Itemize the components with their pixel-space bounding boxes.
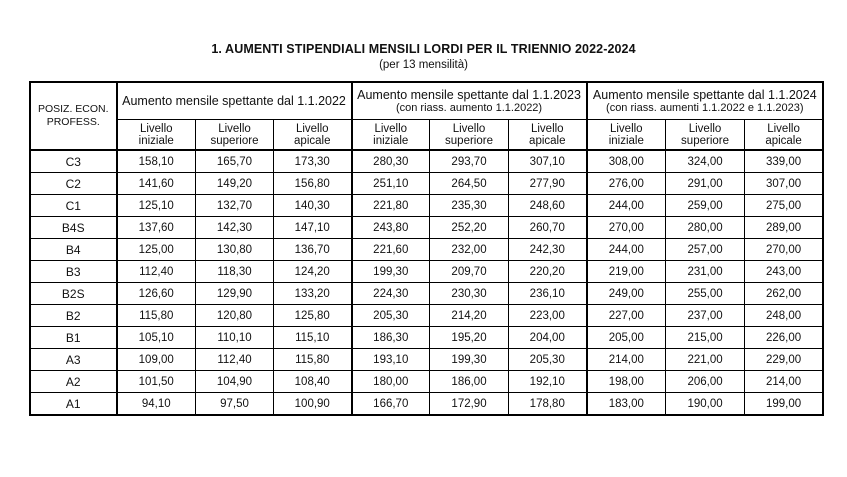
value-cell: 257,00 xyxy=(666,239,745,261)
position-header-line-1: POSIZ. ECON. xyxy=(37,103,109,115)
value-cell: 259,00 xyxy=(666,195,745,217)
value-cell: 227,00 xyxy=(587,305,666,327)
value-cell: 105,10 xyxy=(117,327,196,349)
value-cell: 221,80 xyxy=(352,195,430,217)
value-cell: 142,30 xyxy=(196,217,274,239)
level-sub: superiore xyxy=(210,134,259,147)
value-cell: 324,00 xyxy=(666,150,745,173)
level-sub: apicale xyxy=(765,134,802,147)
group-note: (con riass. aumenti 1.1.2022 e 1.1.2023) xyxy=(606,102,804,114)
value-cell: 178,80 xyxy=(509,393,587,415)
value-cell: 226,00 xyxy=(745,327,823,349)
level-label: Livello xyxy=(218,122,251,135)
position-code-cell: B3 xyxy=(31,261,117,283)
value-cell: 209,70 xyxy=(430,261,509,283)
value-cell: 130,80 xyxy=(196,239,274,261)
position-code-cell: C3 xyxy=(31,150,117,173)
value-cell: 190,00 xyxy=(666,393,745,415)
value-cell: 214,20 xyxy=(430,305,509,327)
value-cell: 112,40 xyxy=(117,261,196,283)
value-cell: 204,00 xyxy=(509,327,587,349)
level-header xyxy=(352,120,430,151)
value-cell: 270,00 xyxy=(587,217,666,239)
table-row xyxy=(31,239,823,261)
value-cell: 109,00 xyxy=(117,349,196,371)
value-cell: 129,90 xyxy=(196,283,274,305)
position-code-cell: B2 xyxy=(31,305,117,327)
group-title: Aumento mensile spettante dal 1.1.2024 xyxy=(592,88,817,102)
salary-increase-table xyxy=(30,82,823,415)
value-cell: 255,00 xyxy=(666,283,745,305)
value-cell: 219,00 xyxy=(587,261,666,283)
value-cell: 270,00 xyxy=(745,239,823,261)
value-cell: 214,00 xyxy=(745,371,823,393)
value-cell: 199,30 xyxy=(430,349,509,371)
table-row xyxy=(31,393,823,415)
value-cell: 147,10 xyxy=(274,217,352,239)
position-code-cell: B4S xyxy=(31,217,117,239)
value-cell: 156,80 xyxy=(274,173,352,195)
value-cell: 249,00 xyxy=(587,283,666,305)
value-cell: 192,10 xyxy=(509,371,587,393)
value-cell: 141,60 xyxy=(117,173,196,195)
value-cell: 339,00 xyxy=(745,150,823,173)
value-cell: 205,30 xyxy=(509,349,587,371)
value-cell: 252,20 xyxy=(430,217,509,239)
value-cell: 158,10 xyxy=(117,150,196,173)
table-row xyxy=(31,371,823,393)
value-cell: 242,30 xyxy=(509,239,587,261)
value-cell: 133,20 xyxy=(274,283,352,305)
value-cell: 112,40 xyxy=(196,349,274,371)
level-sub: apicale xyxy=(294,134,331,147)
value-cell: 115,80 xyxy=(117,305,196,327)
value-cell: 206,00 xyxy=(666,371,745,393)
value-cell: 198,00 xyxy=(587,371,666,393)
value-cell: 307,00 xyxy=(745,173,823,195)
table-row xyxy=(31,173,823,195)
level-label: Livello xyxy=(530,122,564,135)
document-subtitle: (per 13 mensilità) xyxy=(379,59,468,71)
value-cell: 110,10 xyxy=(196,327,274,349)
value-cell: 193,10 xyxy=(352,349,430,371)
position-header xyxy=(31,83,117,151)
value-cell: 125,10 xyxy=(117,195,196,217)
value-cell: 220,20 xyxy=(509,261,587,283)
level-label: Livello xyxy=(688,122,722,135)
value-cell: 205,30 xyxy=(352,305,430,327)
value-cell: 120,80 xyxy=(196,305,274,327)
value-cell: 205,00 xyxy=(587,327,666,349)
value-cell: 275,00 xyxy=(745,195,823,217)
table-row xyxy=(31,217,823,239)
table-row xyxy=(31,150,823,173)
level-header xyxy=(509,120,587,151)
level-sub: superiore xyxy=(681,134,729,147)
group-header-row xyxy=(31,83,823,120)
level-header xyxy=(666,120,745,151)
value-cell: 136,70 xyxy=(274,239,352,261)
value-cell: 236,10 xyxy=(509,283,587,305)
level-label: Livello xyxy=(374,122,408,135)
value-cell: 94,10 xyxy=(117,393,196,415)
level-sub: iniziale xyxy=(373,134,409,147)
value-cell: 248,60 xyxy=(509,195,587,217)
value-cell: 199,30 xyxy=(352,261,430,283)
value-cell: 195,20 xyxy=(430,327,509,349)
value-cell: 108,40 xyxy=(274,371,352,393)
table-row xyxy=(31,327,823,349)
value-cell: 125,00 xyxy=(117,239,196,261)
position-code-cell: B4 xyxy=(31,239,117,261)
value-cell: 235,30 xyxy=(430,195,509,217)
value-cell: 244,00 xyxy=(587,239,666,261)
value-cell: 214,00 xyxy=(587,349,666,371)
value-cell: 97,50 xyxy=(196,393,274,415)
group-note: (con riass. aumento 1.1.2022) xyxy=(395,102,543,114)
level-header xyxy=(587,120,666,151)
position-code-cell: A1 xyxy=(31,393,117,415)
level-label: Livello xyxy=(452,122,486,135)
value-cell: 231,00 xyxy=(666,261,745,283)
level-header xyxy=(745,120,823,151)
group-title: Aumento mensile spettante dal 1.1.2023 xyxy=(357,88,581,102)
value-cell: 260,70 xyxy=(509,217,587,239)
value-cell: 115,10 xyxy=(274,327,352,349)
level-label: Livello xyxy=(609,122,643,135)
group-title: Aumento mensile spettante dal 1.1.2022 xyxy=(122,94,346,108)
position-code-cell: C2 xyxy=(31,173,117,195)
level-header xyxy=(430,120,509,151)
group-header-2024 xyxy=(587,83,823,120)
table-body xyxy=(31,150,823,415)
level-header xyxy=(117,120,196,151)
value-cell: 307,10 xyxy=(509,150,587,173)
value-cell: 104,90 xyxy=(196,371,274,393)
value-cell: 115,80 xyxy=(274,349,352,371)
position-header-line-2: PROFESS. xyxy=(46,116,100,128)
value-cell: 291,00 xyxy=(666,173,745,195)
value-cell: 280,00 xyxy=(666,217,745,239)
value-cell: 118,30 xyxy=(196,261,274,283)
value-cell: 215,00 xyxy=(666,327,745,349)
level-sub: superiore xyxy=(445,134,493,147)
table-row xyxy=(31,261,823,283)
level-header xyxy=(196,120,274,151)
level-sub: iniziale xyxy=(138,134,174,147)
table-row xyxy=(31,305,823,327)
value-cell: 199,00 xyxy=(745,393,823,415)
value-cell: 186,30 xyxy=(352,327,430,349)
level-header xyxy=(274,120,352,151)
value-cell: 243,80 xyxy=(352,217,430,239)
position-code-cell: B1 xyxy=(31,327,117,349)
value-cell: 132,70 xyxy=(196,195,274,217)
group-header-2023 xyxy=(352,83,587,120)
value-cell: 223,00 xyxy=(509,305,587,327)
table-row xyxy=(31,349,823,371)
value-cell: 140,30 xyxy=(274,195,352,217)
value-cell: 262,00 xyxy=(745,283,823,305)
value-cell: 149,20 xyxy=(196,173,274,195)
level-label: Livello xyxy=(139,122,173,135)
value-cell: 244,00 xyxy=(587,195,666,217)
level-label: Livello xyxy=(767,122,800,135)
level-sub: iniziale xyxy=(608,134,644,147)
value-cell: 308,00 xyxy=(587,150,666,173)
position-code-cell: A2 xyxy=(31,371,117,393)
level-label: Livello xyxy=(295,122,329,135)
value-cell: 183,00 xyxy=(587,393,666,415)
position-code-cell: C1 xyxy=(31,195,117,217)
level-header-row xyxy=(31,120,823,151)
value-cell: 180,00 xyxy=(352,371,430,393)
value-cell: 232,00 xyxy=(430,239,509,261)
value-cell: 251,10 xyxy=(352,173,430,195)
value-cell: 248,00 xyxy=(745,305,823,327)
value-cell: 229,00 xyxy=(745,349,823,371)
level-sub: apicale xyxy=(529,134,566,147)
value-cell: 172,90 xyxy=(430,393,509,415)
value-cell: 186,00 xyxy=(430,371,509,393)
value-cell: 166,70 xyxy=(352,393,430,415)
value-cell: 221,60 xyxy=(352,239,430,261)
value-cell: 173,30 xyxy=(274,150,352,173)
value-cell: 264,50 xyxy=(430,173,509,195)
value-cell: 280,30 xyxy=(352,150,430,173)
value-cell: 224,30 xyxy=(352,283,430,305)
value-cell: 221,00 xyxy=(666,349,745,371)
value-cell: 277,90 xyxy=(509,173,587,195)
value-cell: 101,50 xyxy=(117,371,196,393)
value-cell: 165,70 xyxy=(196,150,274,173)
value-cell: 243,00 xyxy=(745,261,823,283)
value-cell: 293,70 xyxy=(430,150,509,173)
value-cell: 124,20 xyxy=(274,261,352,283)
value-cell: 137,60 xyxy=(117,217,196,239)
table-row xyxy=(31,195,823,217)
value-cell: 230,30 xyxy=(430,283,509,305)
value-cell: 125,80 xyxy=(274,305,352,327)
value-cell: 276,00 xyxy=(587,173,666,195)
value-cell: 237,00 xyxy=(666,305,745,327)
value-cell: 100,90 xyxy=(274,393,352,415)
position-code-cell: B2S xyxy=(31,283,117,305)
value-cell: 289,00 xyxy=(745,217,823,239)
table-row xyxy=(31,283,823,305)
document-title: 1. AUMENTI STIPENDIALI MENSILI LORDI PER IL TRIENNIO 2022-2024 xyxy=(211,42,636,56)
group-header-2022 xyxy=(117,83,352,120)
value-cell: 126,60 xyxy=(117,283,196,305)
position-code-cell: A3 xyxy=(31,349,117,371)
